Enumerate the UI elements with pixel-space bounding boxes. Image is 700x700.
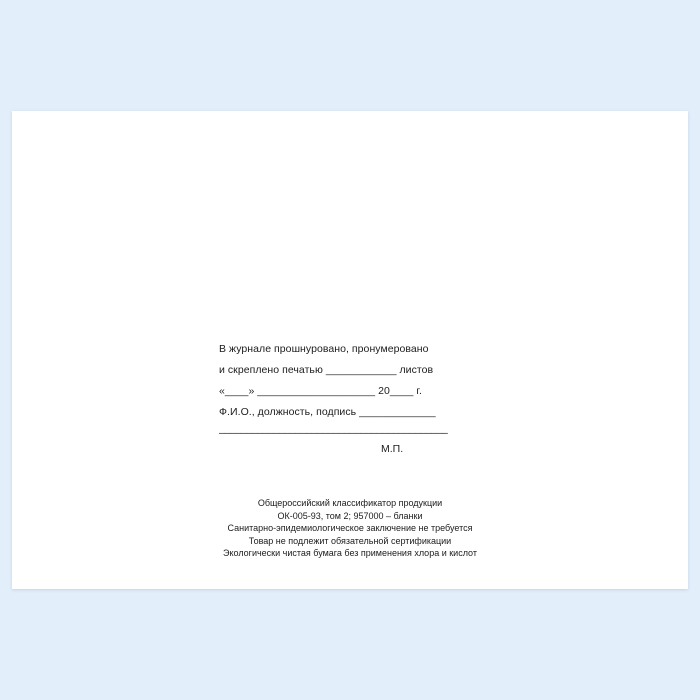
journal-line-3: «____» ____________________ 20____ г. — [219, 385, 422, 397]
footer-line-1: Общероссийский классификатор продукции — [257, 498, 443, 508]
journal-line-5: –––––––––––––––––––––––––––––––––––––––––– — [219, 427, 448, 439]
footer-notes — [12, 497, 688, 560]
journal-line-1: В журнале прошнуровано, пронумеровано — [219, 343, 429, 355]
footer-line-2: ОК-005-93, том 2; 957000 – бланки — [277, 510, 423, 521]
journal-statement — [219, 339, 519, 444]
seal-place-label: М.П. — [381, 443, 404, 455]
footer-line-5: Экологически чистая бумага без применения хлора и кислот — [223, 548, 477, 559]
journal-line-2: и скреплено печатью ____________ листов — [219, 364, 434, 376]
document-page — [12, 111, 688, 589]
footer-line-4: Товар не подлежит обязательной сертификации — [248, 535, 452, 546]
journal-line-4: Ф.И.О., должность, подпись _____________ — [219, 406, 436, 418]
footer-line-3: Санитарно-эпидемиологическое заключение не требуется — [227, 523, 473, 534]
